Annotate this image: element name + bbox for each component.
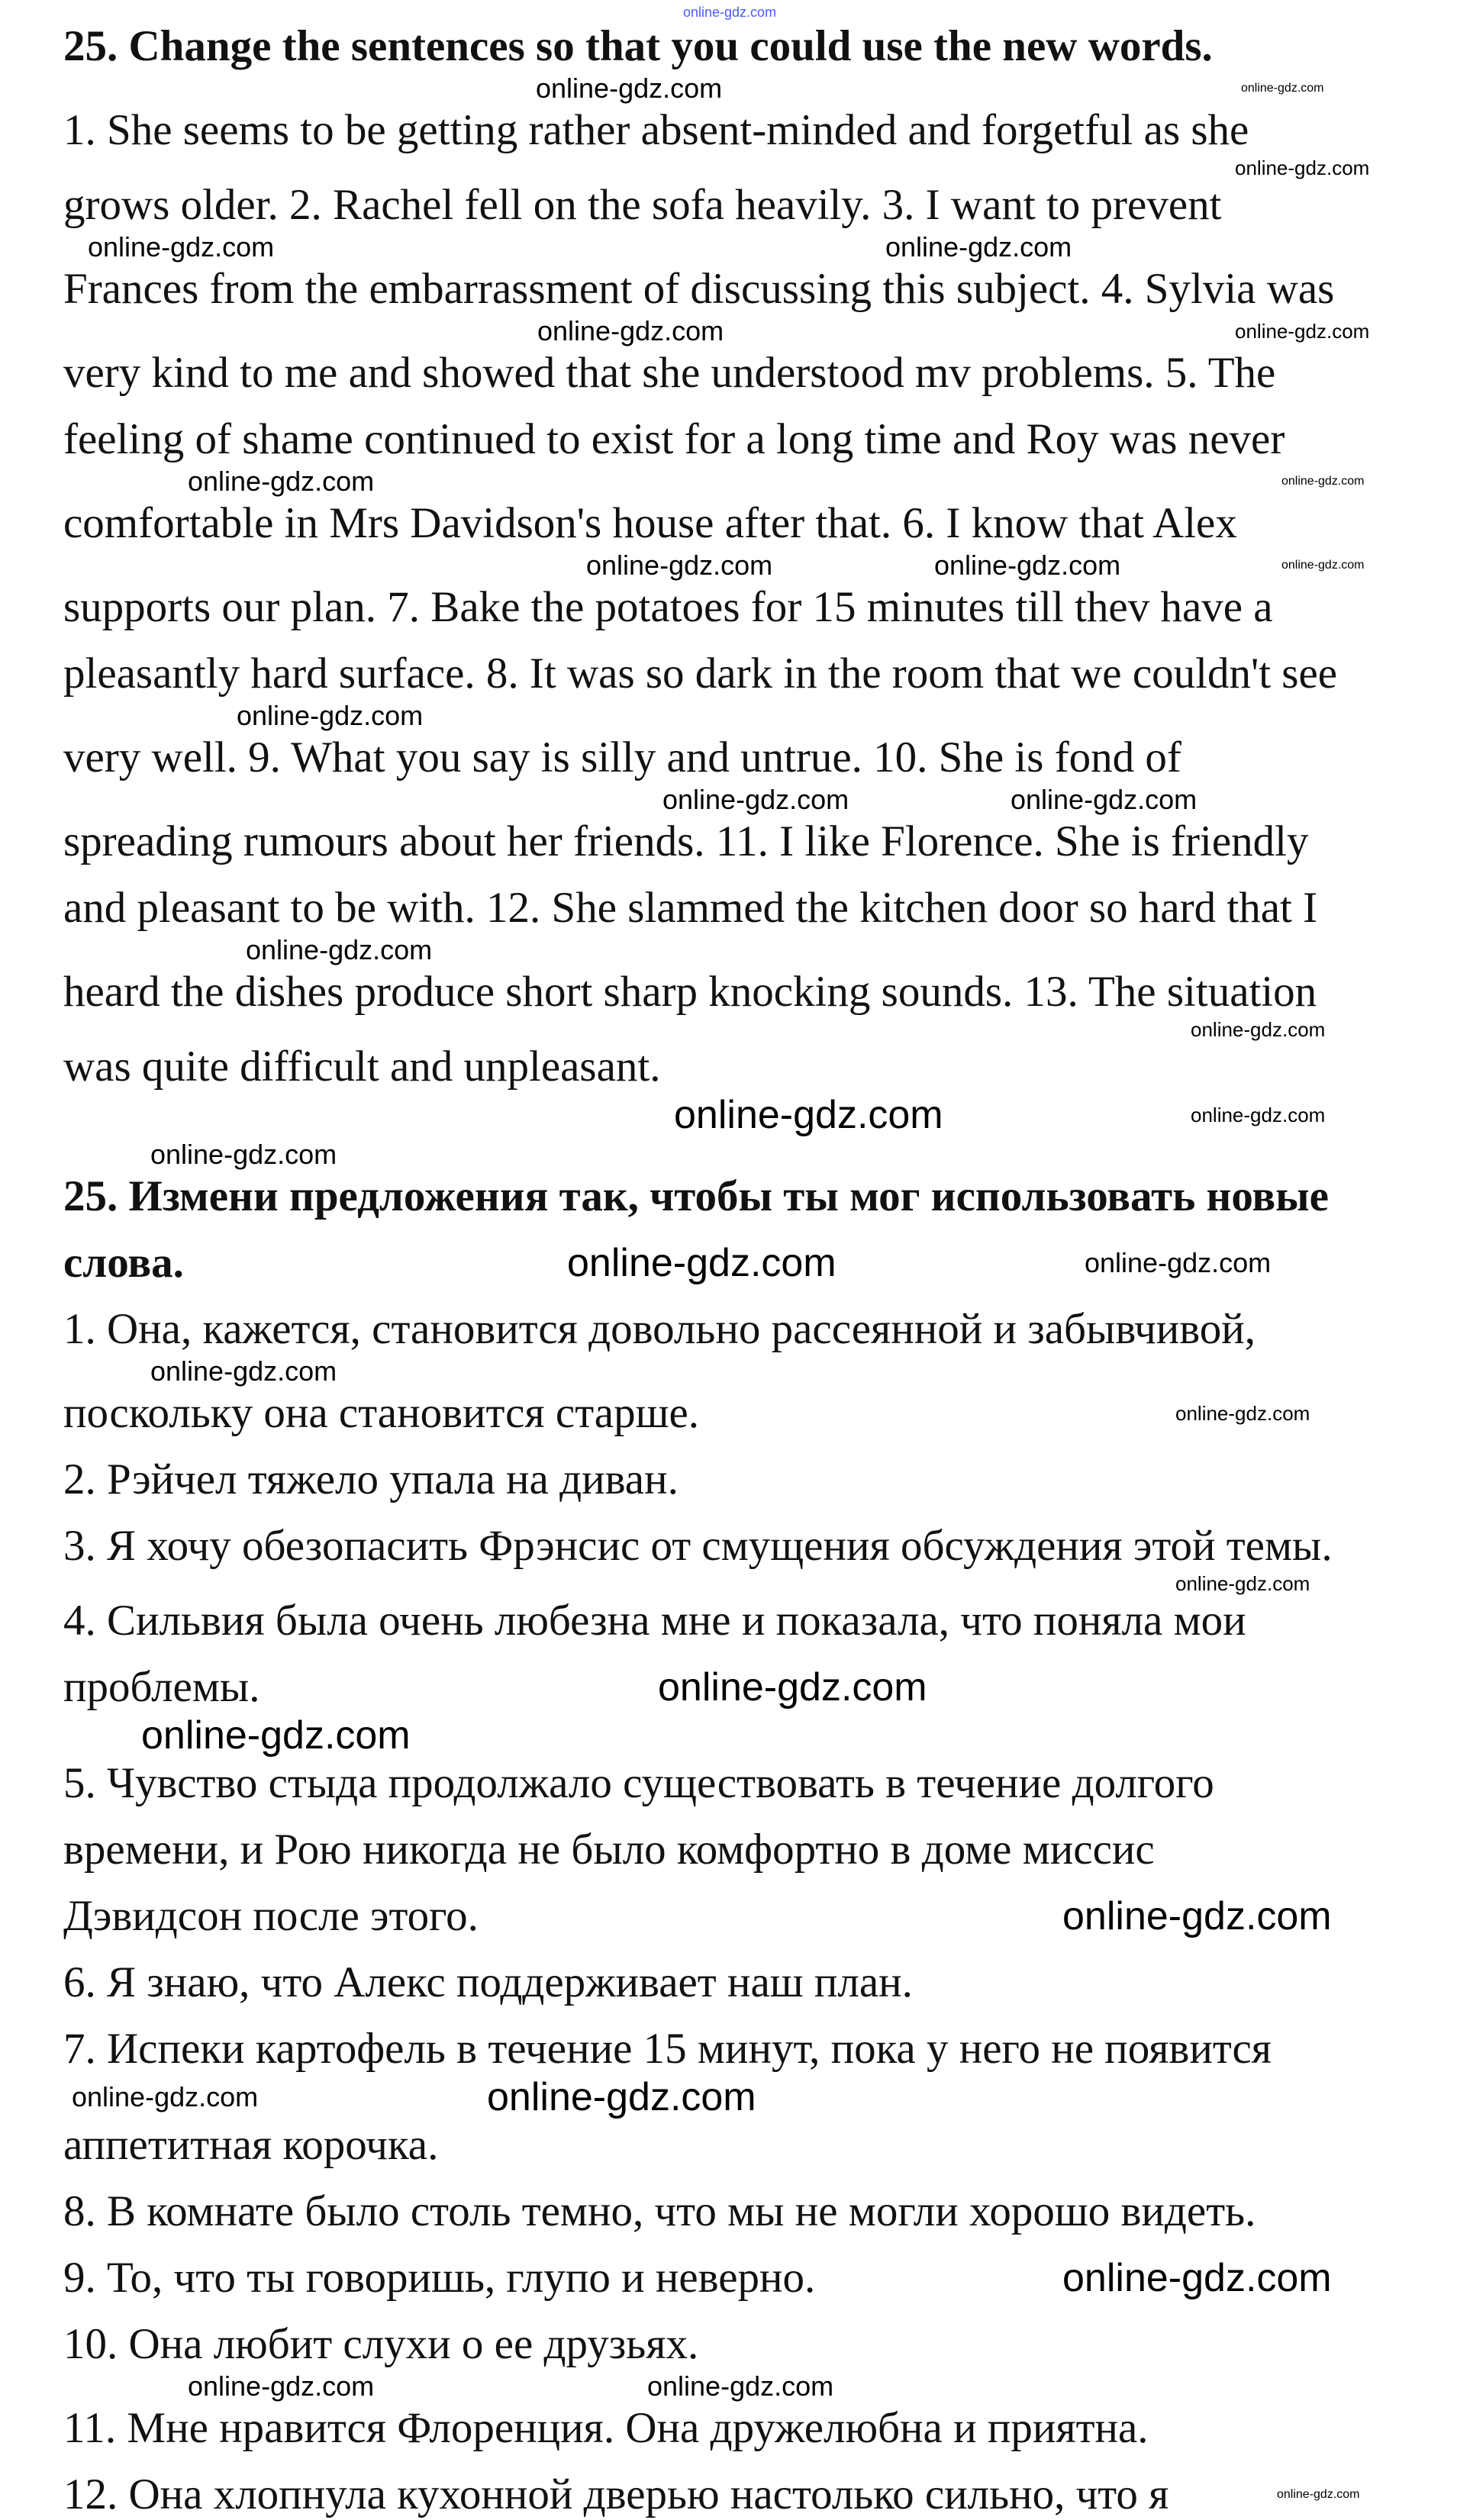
text-row: [0, 2470, 1457, 2520]
watermark-text: online-gdz.com: [536, 73, 723, 104]
watermark-text: online-gdz.com: [1085, 1247, 1272, 1278]
watermark-text: online-gdz.com: [1235, 156, 1370, 179]
text-line: heard the dishes produce short sharp knocking sounds. 13. The situation: [63, 968, 1317, 1016]
line-spacer: [0, 1222, 1457, 1238]
exercise-title-english: 25. Change the sentences so that you could use the new words.: [63, 22, 1213, 70]
line-spacer: [0, 1439, 1457, 1455]
text-row: [0, 414, 1457, 465]
text-line: Дэвидсон после этого.: [63, 1892, 479, 1940]
watermark-text: online-gdz.com: [1175, 1572, 1310, 1595]
line-spacer: [0, 867, 1457, 883]
line-spacer: [0, 2303, 1457, 2319]
watermark-text: online-gdz.com: [487, 2075, 756, 2119]
text-row: [0, 348, 1457, 398]
watermark-row: [0, 2074, 1457, 2120]
text-line: аппетитная корочка.: [63, 2121, 439, 2169]
watermark-row: [0, 1713, 1457, 1758]
line-spacer: [0, 1288, 1457, 1304]
text-line: 5. Чувство стыда продолжало существовать в течение долгого: [63, 1759, 1214, 1807]
watermark-text: online-gdz.com: [885, 231, 1072, 263]
watermark-text: online-gdz.com: [1281, 475, 1365, 488]
line-spacer: [0, 1875, 1457, 1891]
watermark-text: online-gdz.com: [246, 934, 433, 965]
text-line: 11. Мне нравится Флоренция. Она дружелюбна и приятна.: [63, 2404, 1149, 2452]
text-line: времени, и Рою никогда не было комфортно в доме миссис: [63, 1826, 1155, 1874]
text-row: [0, 180, 1457, 230]
text-row: [0, 1662, 1457, 1713]
text-line: 3. Я хочу обезопасить Фрэнсис от смущения обсуждения этой темы.: [63, 1522, 1333, 1570]
watermark-row: [0, 465, 1457, 498]
text-line: проблемы.: [63, 1663, 260, 1711]
line-spacer: [0, 633, 1457, 649]
watermark-text: online-gdz.com: [237, 700, 424, 731]
text-line: pleasantly hard surface. 8. It was so dark in the room that we couldn't see: [63, 649, 1338, 698]
watermark-row: [0, 783, 1457, 817]
text-row: [0, 105, 1457, 156]
text-line: 10. Она любит слухи о ее друзьях.: [63, 2320, 699, 2368]
text-row: [0, 498, 1457, 549]
text-row: [0, 1042, 1457, 1092]
text-row: [0, 1958, 1457, 2008]
text-line: Frances from the embarrassment of discussing this subject. 4. Sylvia was: [63, 265, 1335, 313]
watermark-row: [0, 2370, 1457, 2403]
watermark-text: online-gdz.com: [1191, 1018, 1326, 1041]
text-row: [0, 1171, 1457, 1222]
text-row: [0, 1238, 1457, 1288]
text-row: [0, 1596, 1457, 1646]
watermark-text: online-gdz.com: [1062, 1894, 1332, 1938]
text-row: [0, 2253, 1457, 2303]
watermark-row: [0, 1138, 1457, 1171]
watermark-row: [0, 549, 1457, 582]
watermark-text: online-gdz.com: [72, 2081, 259, 2112]
text-row: [0, 2319, 1457, 2370]
exercise-title-russian: 25. Измени предложения так, чтобы ты мог использовать новые: [63, 1172, 1329, 1220]
line-spacer: [0, 2170, 1457, 2186]
text-line: 7. Испеки картофель в течение 15 минут, пока у него не появится: [63, 2025, 1272, 2073]
watermark-text: online-gdz.com: [88, 231, 275, 263]
watermark-text: online-gdz.com: [141, 1713, 411, 1758]
line-spacer: [0, 1809, 1457, 1825]
text-row: [0, 1455, 1457, 1505]
line-spacer: [0, 2008, 1457, 2024]
watermark-text: online-gdz.com: [1277, 2488, 1360, 2501]
watermark-text: online-gdz.com: [934, 549, 1121, 581]
watermark-text: online-gdz.com: [150, 1355, 337, 1387]
text-row: [0, 1304, 1457, 1355]
watermark-row: [0, 230, 1457, 264]
watermark-row: [0, 699, 1457, 733]
watermark-row: [0, 314, 1457, 348]
text-row: [0, 649, 1457, 699]
text-line: 1. Она, кажется, становится довольно рассеянной и забывчивой,: [63, 1305, 1256, 1353]
watermark-text: online-gdz.com: [1062, 2256, 1332, 2300]
text-row: [0, 1388, 1457, 1439]
line-spacer: [0, 2237, 1457, 2253]
exercise-title-russian: слова.: [63, 1239, 184, 1287]
text-line: was quite difficult and unpleasant.: [63, 1042, 661, 1091]
watermark-text: online-gdz.com: [567, 1241, 836, 1285]
line-spacer: [0, 1505, 1457, 1521]
line-spacer: [0, 398, 1457, 414]
text-row: [0, 1521, 1457, 1571]
text-row: [0, 264, 1457, 314]
text-line: поскольку она становится старше.: [63, 1389, 700, 1437]
watermark-row: [0, 1355, 1457, 1388]
watermark-row: [0, 1092, 1457, 1138]
text-row: [0, 582, 1457, 633]
watermark-text: online-gdz.com: [1235, 320, 1370, 343]
text-row: [0, 1758, 1457, 1809]
watermark-text: online-gdz.com: [188, 466, 375, 497]
text-row: [0, 817, 1457, 867]
watermark-row: [0, 1571, 1457, 1596]
watermark-row: [0, 156, 1457, 180]
watermark-text: online-gdz.com: [1241, 82, 1324, 95]
watermark-row: [0, 933, 1457, 967]
watermark-row: [0, 1017, 1457, 1042]
text-line: 8. В комнате было столь темно, что мы не могли хорошо видеть.: [63, 2187, 1256, 2235]
line-spacer: [0, 2454, 1457, 2470]
text-line: supports our plan. 7. Bake the potatoes for 15 minutes till thev have a: [63, 583, 1273, 631]
watermark-text: online-gdz.com: [662, 784, 849, 815]
text-line: 12. Она хлопнула кухонной дверью настолько сильно, что я: [63, 2470, 1169, 2518]
watermark-text: online-gdz.com: [1011, 784, 1198, 815]
watermark-row: [0, 72, 1457, 105]
watermark-row: [0, 3, 1457, 21]
watermark-text: online-gdz.com: [1191, 1104, 1326, 1126]
text-row: [0, 967, 1457, 1017]
watermark-text: online-gdz.com: [1175, 1402, 1310, 1425]
watermark-text: online-gdz.com: [586, 549, 773, 581]
text-row: [0, 883, 1457, 933]
text-line: grows older. 2. Rachel fell on the sofa heavily. 3. I want to prevent: [63, 181, 1222, 229]
text-row: [0, 2120, 1457, 2170]
text-line: spreading rumours about her friends. 11. I like Florence. She is friendly: [63, 817, 1309, 865]
watermark-text: online-gdz.com: [658, 1665, 927, 1710]
text-row: [0, 2186, 1457, 2237]
text-line: 4. Сильвия была очень любезна мне и показала, что поняла мои: [63, 1597, 1246, 1645]
watermark-text: online-gdz.com: [188, 2370, 375, 2402]
text-line: and pleasant to be with. 12. She slammed the kitchen door so hard that I: [63, 884, 1318, 932]
line-spacer: [0, 1646, 1457, 1662]
text-row: [0, 1891, 1457, 1942]
text-line: 9. То, что ты говоришь, глупо и неверно.: [63, 2254, 816, 2302]
watermark-text: online-gdz.com: [150, 1139, 337, 1170]
text-row: [0, 21, 1457, 72]
line-spacer: [0, 1942, 1457, 1958]
text-line: comfortable in Mrs Davidson's house after that. 6. I know that Alex: [63, 499, 1237, 547]
watermark-text: online-gdz.com: [683, 5, 777, 20]
text-row: [0, 2403, 1457, 2454]
text-line: very kind to me and showed that she understood mv problems. 5. The: [63, 349, 1276, 397]
text-row: [0, 733, 1457, 783]
watermark-text: online-gdz.com: [537, 315, 724, 346]
text-line: 1. She seems to be getting rather absent-minded and forgetful as she: [63, 106, 1249, 154]
text-row: [0, 1825, 1457, 1875]
watermark-text: online-gdz.com: [1281, 559, 1365, 572]
text-line: feeling of shame continued to exist for a long time and Roy was never: [63, 415, 1285, 463]
watermark-text: online-gdz.com: [647, 2370, 834, 2402]
text-line: 6. Я знаю, что Алекс поддерживает наш план.: [63, 1958, 913, 2006]
text-row: [0, 2024, 1457, 2074]
text-line: 2. Рэйчел тяжело упала на диван.: [63, 1455, 679, 1503]
watermark-text: online-gdz.com: [674, 1093, 943, 1137]
text-line: very well. 9. What you say is silly and untrue. 10. She is fond of: [63, 733, 1181, 781]
